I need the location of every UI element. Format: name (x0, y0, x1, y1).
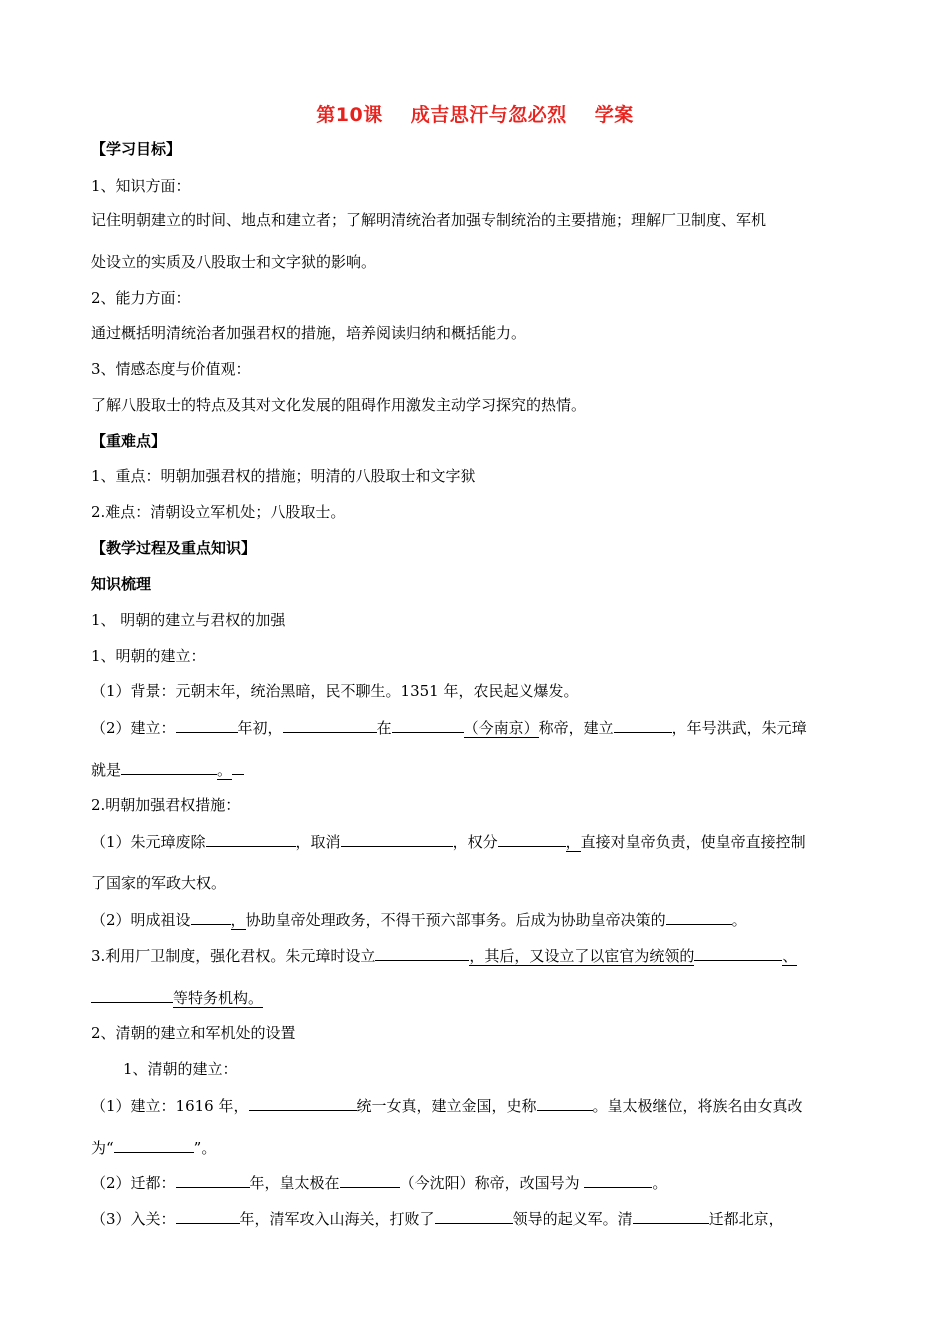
knowledge-label: 1、知识方面： (91, 177, 191, 195)
blank-rebel-leader[interactable] (435, 1208, 513, 1224)
knowledge-text-1: 记住明朝建立的时间、地点和建立者；了解明清统治者加强专制统治的主要措施；理解厂卫制度、军机 (91, 211, 767, 229)
section-2-title: 2、清朝的建立和军机处的设置 (91, 1024, 296, 1042)
blank-capital-city[interactable] (340, 1172, 400, 1188)
key-point: 1、重点：明朝加强君权的措施；明清的八股取士和文字狱 (91, 467, 476, 485)
blank-manchu[interactable] (114, 1137, 194, 1153)
page-title (0, 100, 950, 127)
qing-establishment-line: （1）建立：1616 年， 统一女真，建立金国，史称 。皇太极继位，将族名由女真改 (91, 1097, 803, 1115)
measure-3-line: 3.利用厂卫制度，强化君权。朱元璋时设立 ，其后，又设立了以宦官为统领的 、 (91, 947, 798, 965)
process-heading: 【教学过程及重点知识】 (91, 539, 257, 557)
section-2-1: 1、清朝的建立： (123, 1060, 238, 1078)
measures-title: 2.明朝加强君权措施： (91, 796, 241, 814)
difficult-point: 2.难点：清朝设立军机处；八股取士。 (91, 503, 346, 521)
blank-west-depot[interactable] (91, 987, 173, 1003)
measure-1-line: （1）朱元璋废除 ，取消 ，权分 ，直接对皇帝负责，使皇帝直接控制 (91, 833, 806, 851)
knowledge-text-2: 处设立的实质及八股取士和文字狱的影响。 (91, 253, 377, 271)
measure-3-line-2: 等特务机构。 (91, 987, 871, 1008)
blank-founder[interactable] (283, 717, 377, 733)
blank-emperor-shunzhi[interactable] (633, 1208, 709, 1224)
ability-label: 2、能力方面： (91, 289, 191, 307)
blank-nurhaci[interactable] (249, 1095, 357, 1111)
qing-entry-line: （3）入关： 年，清军攻入山海关，打败了 领导的起义军。清 迁都北京， (91, 1210, 784, 1228)
section-1-1: 1、明朝的建立： (91, 647, 206, 665)
ming-background: （1）背景：元朝末年，统治黑暗，民不聊生。1351 年，农民起义爆发。 (91, 682, 579, 700)
blank-abolished[interactable] (206, 831, 296, 847)
blank-qing-name[interactable] (584, 1172, 652, 1188)
measure-1-line-2: 了国家的军政大权。 (91, 874, 227, 892)
objectives-heading: 【学习目标】 (91, 140, 182, 158)
blank-cabinet[interactable] (191, 909, 231, 925)
knowledge-outline: 知识梳理 (91, 575, 152, 593)
keypoints-heading: 【重难点】 (91, 432, 167, 450)
emotion-label: 3、情感态度与价值观： (91, 360, 251, 378)
blank-cancelled[interactable] (341, 831, 453, 847)
blank-east-depot[interactable] (694, 945, 782, 961)
section-1-title: 1、 明朝的建立与君权的加强 (91, 611, 286, 629)
ability-text: 通过概括明清统治者加强君权的措施，培养阅读归纳和概括能力。 (91, 324, 527, 342)
title-suffix: 学案 (594, 104, 634, 126)
emotion-text: 了解八股取士的特点及其对文化发展的阻碍作用激发主动学习探究的热情。 (91, 396, 587, 414)
blank-place[interactable] (392, 717, 464, 733)
blank-entry-year[interactable] (176, 1208, 240, 1224)
blank-year[interactable] (176, 717, 238, 733)
blank-decision-body[interactable] (666, 909, 732, 925)
measure-2-line: （2）明成祖设 ，协助皇帝处理政务，不得干预六部事务。后成为协助皇帝决策的 。 (91, 911, 747, 929)
blank-power-split[interactable] (498, 831, 566, 847)
blank-jinyiwei[interactable] (375, 945, 469, 961)
ming-establishment-line-2: 就是 。 (91, 759, 871, 780)
qing-establishment-line-2: 为“ ”。 (91, 1139, 217, 1157)
blank-emperor[interactable] (121, 759, 217, 775)
qing-capital-line: （2）迁都： 年，皇太极在 （今沈阳）称帝，改国号为 。 (91, 1174, 668, 1192)
title-lesson: 第10课 (316, 104, 383, 126)
ming-establishment-line: （2）建立： 年初， 在 （今南京）称帝，建立 ，年号洪武，朱元璋 (91, 719, 807, 737)
blank-capital-year[interactable] (176, 1172, 250, 1188)
title-topic: 成吉思汗与忽必烈 (410, 104, 567, 126)
blank-dynasty[interactable] (614, 717, 672, 733)
blank-later-jin[interactable] (537, 1095, 593, 1111)
